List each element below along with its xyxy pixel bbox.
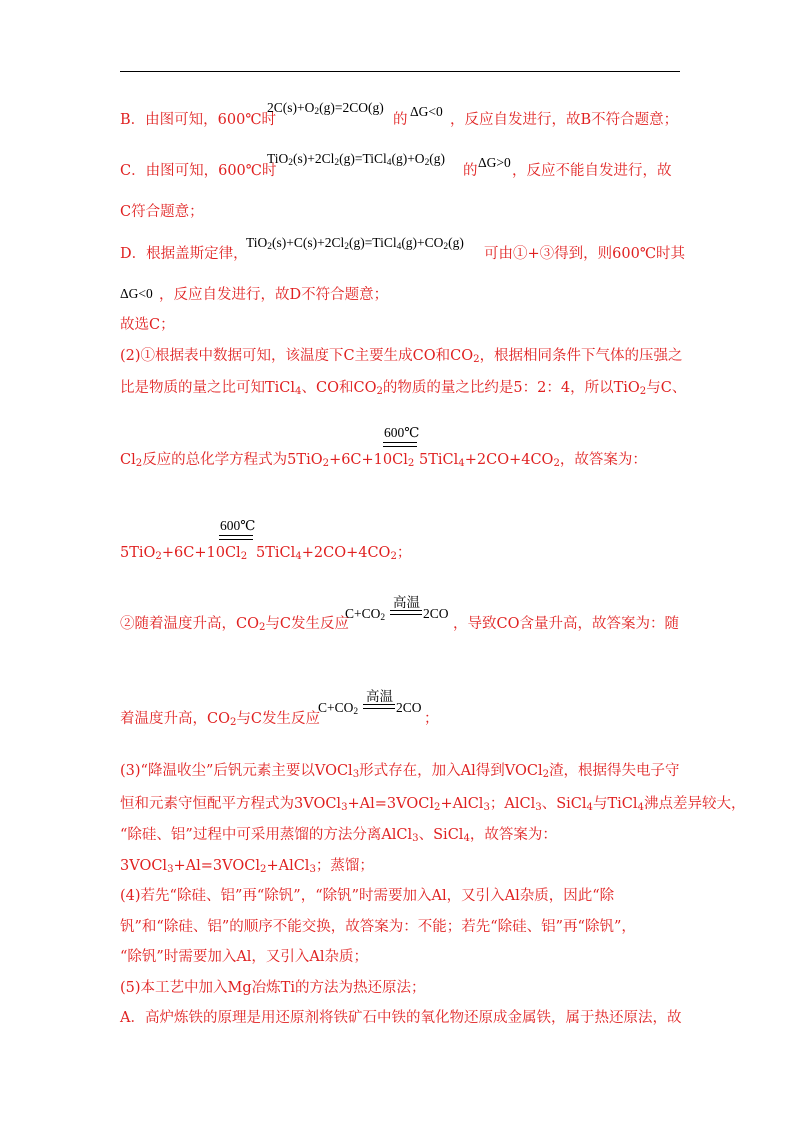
part5-line1: (5)本工艺中加入Mg冶炼Ti的方法为热还原法； (120, 980, 426, 996)
option-b-conclusion: ，反应自发进行，故B不符合题意； (450, 112, 679, 128)
option-c-line2: C符合题意； (120, 204, 204, 220)
double-line-4 (363, 704, 395, 709)
part2-line2: 比是物质的量之比可知TiCl$_4$、CO和$CO_2$的物质的量之比约是5：2：4，所以TiO$_2$与C、 (120, 380, 687, 397)
option-c-text: C．由图可知，600℃时 (120, 163, 277, 179)
option-b-delta-g: ΔG<0 (410, 104, 443, 119)
part2-3-eq-left: $C+CO_2$ (318, 700, 359, 717)
part3-line1: (3)“降温收尘”后钒元素主要以VOCl$_3$形式存在，加入Al得到VOCl$_2$渣，根据得失电子守 (120, 763, 680, 780)
option-d-equation: $TiO_2(s)+C(s)+2Cl_2(g)=TiCl_4(g)+CO_2(g)$ (246, 235, 464, 252)
part2-line3-left: $Cl_2$反应的总化学方程式为$5TiO_2+6C+10Cl_2$ (120, 452, 415, 469)
option-b-equation: $2C(s)+O_2(g)=2CO(g)$ (267, 100, 384, 117)
double-line-3 (390, 610, 422, 615)
part2-3-end: ； (424, 711, 439, 727)
part2-3-text: 着温度升高，$CO_2$与C发生反应 (120, 711, 321, 728)
part3-line3: “除硅、铝”过程中可采用蒸馏的方法分离AlCl$_3$、SiCl$_4$，故答案为： (120, 827, 557, 844)
answer-equation-left: $5TiO_2+6C+10Cl_2$ (120, 545, 248, 562)
option-d-line2: ，反应自发进行，故D不符合题意； (159, 287, 389, 303)
condition-600c-1: 600℃ (384, 425, 420, 440)
double-line-2 (219, 535, 253, 540)
answer-equation-right: $5TiCl_4+2CO+4CO_2$； (256, 545, 412, 562)
option-c-delta-g: ΔG>0 (478, 155, 511, 170)
option-b-mid: 的 (393, 112, 408, 128)
option-c-equation: $TiO_2(s)+2Cl_2(g)=TiCl_4(g)+O_2(g)$ (267, 151, 446, 168)
part2-2-eq-left: $C+CO_2$ (345, 606, 386, 623)
choose-answer: 故选C； (120, 317, 175, 333)
option-d-conclusion: 可由①+③得到，则600℃时其 (484, 246, 686, 262)
part4-line3: “除钒”时需要加入Al，又引入Al杂质； (120, 949, 369, 965)
part2-2-text: ②随着温度升高，$CO_2$与C发生反应 (120, 616, 350, 633)
part3-line2: 恒和元素守恒配平方程式为3VOCl$_3$+Al=3VOCl$_2$+AlCl$_3$；AlCl$_3$、SiCl$_4$与TiCl$_4$沸点差异较大， (120, 796, 746, 813)
part2-2-conclusion: ，导致CO含量升高，故答案为：随 (453, 616, 679, 632)
part2-2-eq-right: 2CO (423, 606, 449, 621)
condition-high-temp-2: 高温 (366, 689, 393, 704)
part5-option-a: A．高炉炼铁的原理是用还原剂将铁矿石中铁的氧化物还原成金属铁，属于热还原法，故 (120, 1010, 682, 1026)
option-c-mid: 的 (463, 163, 478, 179)
double-line-1 (383, 442, 417, 447)
part4-line2: 钒”和“除硅、铝”的顺序不能交换，故答案为：不能；若先“除硅、铝”再“除钒”， (120, 919, 636, 935)
option-d-text: D．根据盖斯定律， (120, 246, 248, 262)
part2-line1: (2)①根据表中数据可知，该温度下C主要生成CO和$CO_2$，根据相同条件下气体的压强之 (120, 348, 683, 365)
option-d-delta-g: ΔG<0 (120, 286, 153, 301)
condition-high-temp-1: 高温 (393, 595, 420, 610)
header-rule (120, 71, 680, 72)
part2-line3-right: $5TiCl_4+2CO+4CO_2$，故答案为： (419, 452, 647, 469)
option-b-text: B．由图可知，600℃时 (120, 112, 277, 128)
condition-600c-2: 600℃ (220, 518, 256, 533)
option-c-conclusion: ，反应不能自发进行，故 (512, 163, 672, 179)
part2-3-eq-right: 2CO (396, 700, 422, 715)
part4-line1: (4)若先“除硅、铝”再“除钒”，“除钒”时需要加入Al，又引入Al杂质，因此“除 (120, 888, 615, 904)
part3-line4: 3VOCl$_3$+Al=3VOCl$_2$+AlCl$_3$；蒸馏； (120, 858, 374, 875)
